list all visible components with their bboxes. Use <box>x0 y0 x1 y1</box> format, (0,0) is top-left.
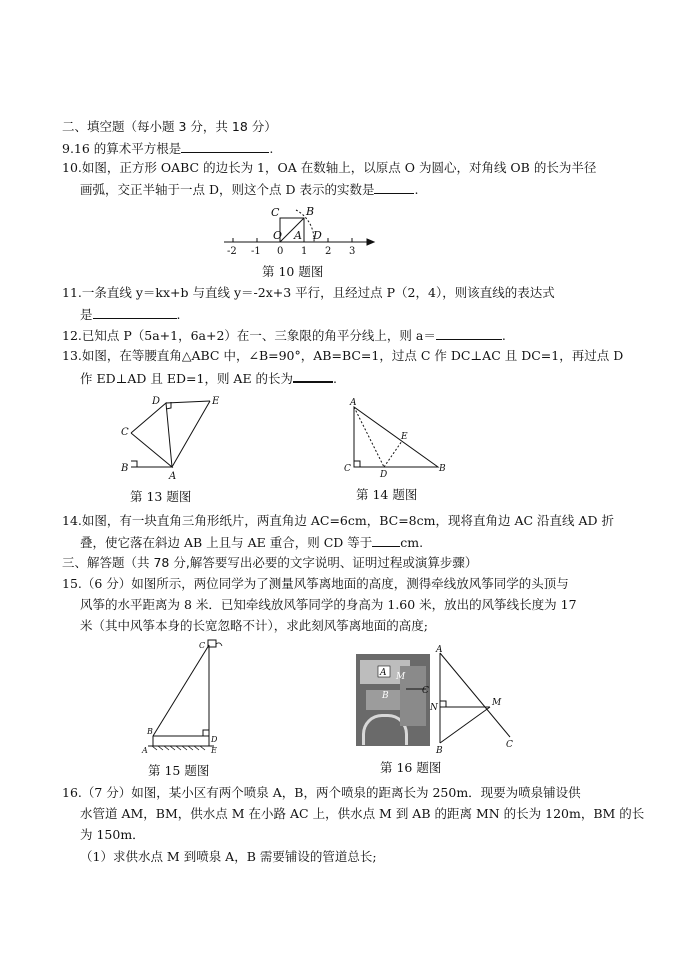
label-a: A <box>169 471 177 482</box>
question-12 <box>62 327 506 344</box>
triangle-acb <box>354 407 438 467</box>
label-a: A <box>350 398 357 408</box>
segment-de <box>166 401 210 403</box>
figure-15-caption: 第 15 题图 <box>148 763 210 778</box>
label-b: B <box>121 463 129 474</box>
tick-label: 1 <box>301 246 308 257</box>
tick-label: -1 <box>251 246 261 257</box>
photo-label-c: C <box>422 686 429 696</box>
label-n: N <box>430 703 438 713</box>
q14-line-1: 14.如图，有一块直角三角形纸片，两直角边 AC=6cm，BC=8cm，现将直角边 AC 沿直线 AD 折 <box>62 513 615 528</box>
question-9 <box>62 140 273 157</box>
pipe-bm <box>440 707 490 743</box>
right-angle-n <box>440 701 446 707</box>
path-ac <box>440 653 510 737</box>
q10-line-2 <box>80 181 418 198</box>
figure-15 <box>138 636 233 756</box>
fold-line-ad <box>354 407 384 467</box>
label-c: C <box>344 464 351 474</box>
label-c: C <box>199 641 206 650</box>
photo-label-a: A <box>380 668 387 678</box>
q14-line-2 <box>80 534 423 551</box>
q11-answer-blank[interactable] <box>93 306 177 319</box>
q13-line-1: 13.如图，在等腰直角△ABC 中，∠B=90°，AB=BC=1，过点 C 作 DC⊥AC 且 DC=1，再过点 D <box>62 348 624 363</box>
q9-answer-blank[interactable] <box>181 140 269 153</box>
tick-label: 3 <box>349 246 356 257</box>
kite-string-bc <box>153 645 209 736</box>
label-d: D <box>211 735 218 744</box>
q11-line-2 <box>80 306 181 323</box>
tick-label: -2 <box>227 246 237 257</box>
figure-10-caption: 第 10 题图 <box>262 264 324 279</box>
q11-end: . <box>176 307 181 322</box>
q11-line-1: 11.一条直线 y＝kx+b 与直线 y＝-2x+3 平行，且经过点 P（2，4），则该直线的表达式 <box>62 285 555 300</box>
label-d: D <box>380 470 388 479</box>
q15-line-1: 15.（6 分）如图所示，两位同学为了测量风筝离地面的高度，测得牵线放风筝同学的头顶与 <box>62 576 569 591</box>
label-o: O <box>273 229 283 242</box>
q10-line-2-text: 画弧，交正半轴于一点 D，则这个点 D 表示的实数是 <box>80 182 375 197</box>
section-3-title: 三、解答题（共 78 分,解答要写出必要的文字说明、证明过程或演算步骤） <box>62 555 478 570</box>
label-a: A <box>142 746 148 755</box>
q16-line-3: 为 150m． <box>80 827 145 842</box>
figure-16 <box>356 645 521 757</box>
label-c: C <box>121 427 129 438</box>
q12-end: . <box>501 328 506 343</box>
figure-14 <box>338 397 453 479</box>
figure-10-number-line <box>216 202 381 262</box>
label-e: E <box>212 396 220 407</box>
right-angle-c <box>354 461 360 467</box>
label-d: D <box>313 229 322 242</box>
label-a: A <box>436 645 443 655</box>
figure-14-caption: 第 14 题图 <box>356 487 418 502</box>
q10-end: . <box>414 182 419 197</box>
q13-answer-blank[interactable] <box>293 369 333 383</box>
number-line-arrow-icon <box>367 239 374 245</box>
segment-de <box>384 441 402 467</box>
q13-line-2-text: 作 ED⊥AD 且 ED=1，则 AE 的长为 <box>80 371 294 386</box>
q16-line-2: 水管道 AM，BM，供水点 M 在小路 AC 上，供水点 M 到 AB 的距离 MN 的长为 120m，BM 的长 <box>80 806 645 821</box>
label-c: C <box>506 740 513 750</box>
right-angle-b <box>131 461 137 467</box>
q12-answer-blank[interactable] <box>436 327 502 340</box>
q13-line-2 <box>80 369 337 387</box>
label-a: A <box>294 229 302 242</box>
figure-16-caption: 第 16 题图 <box>380 760 442 775</box>
q16-line-1: 16.（7 分）如图，某小区有两个喷泉 A，B，两个喷泉的距离长为 250m．现要为喷泉铺设供 <box>62 785 581 800</box>
q15-line-3: 米（其中风筝本身的长宽忽略不计），求此刻风筝离地面的高度; <box>80 618 428 633</box>
label-b: B <box>436 746 443 756</box>
q12-text: 12.已知点 P（5a+1，6a+2）在一、三象限的角平分线上，则 a＝ <box>62 328 436 343</box>
label-m: M <box>492 698 502 708</box>
section-2-title: 二、填空题（每小题 3 分，共 18 分） <box>62 119 277 134</box>
q9-end: . <box>269 141 274 156</box>
q10-answer-blank[interactable] <box>374 181 414 194</box>
label-e: E <box>401 432 408 442</box>
tick-label: 0 <box>277 246 284 257</box>
q16-part-1: （1）求供水点 M 到喷泉 A，B 需要铺设的管道总长; <box>80 849 377 864</box>
triangles-abc-acd <box>131 403 172 467</box>
label-b: B <box>147 727 153 736</box>
q14-answer-blank[interactable] <box>372 534 400 547</box>
photo-label-m: M <box>396 672 406 682</box>
figure-13-caption: 第 13 题图 <box>130 489 192 504</box>
kite-tail-icon <box>216 643 222 646</box>
right-angle-d <box>203 730 209 736</box>
q14-end: cm. <box>400 535 424 550</box>
photo-label-b: B <box>382 691 389 701</box>
label-c: C <box>271 206 280 219</box>
segment-ae <box>172 401 210 467</box>
q14-line-2-text: 叠，使它落在斜边 AB 上且与 AE 重合，则 CD 等于 <box>80 535 373 550</box>
label-d: D <box>152 396 161 407</box>
label-b: B <box>439 464 446 474</box>
label-e: E <box>211 746 217 755</box>
q11-line-2-text: 是 <box>80 307 93 322</box>
figure-13 <box>112 390 222 482</box>
q10-line-1: 10.如图，正方形 OABC 的边长为 1，OA 在数轴上，以原点 O 为圆心，对角线 OB 的长为半径 <box>62 160 597 175</box>
q9-text: 9.16 的算术平方根是 <box>62 141 182 156</box>
q15-line-2: 风筝的水平距离为 8 米．已知牵线放风筝同学的身高为 1.60 米，放出的风筝线长度为 17 <box>80 597 577 612</box>
q13-end: . <box>333 371 338 386</box>
label-b: B <box>306 205 315 218</box>
tick-label: 2 <box>325 246 332 257</box>
